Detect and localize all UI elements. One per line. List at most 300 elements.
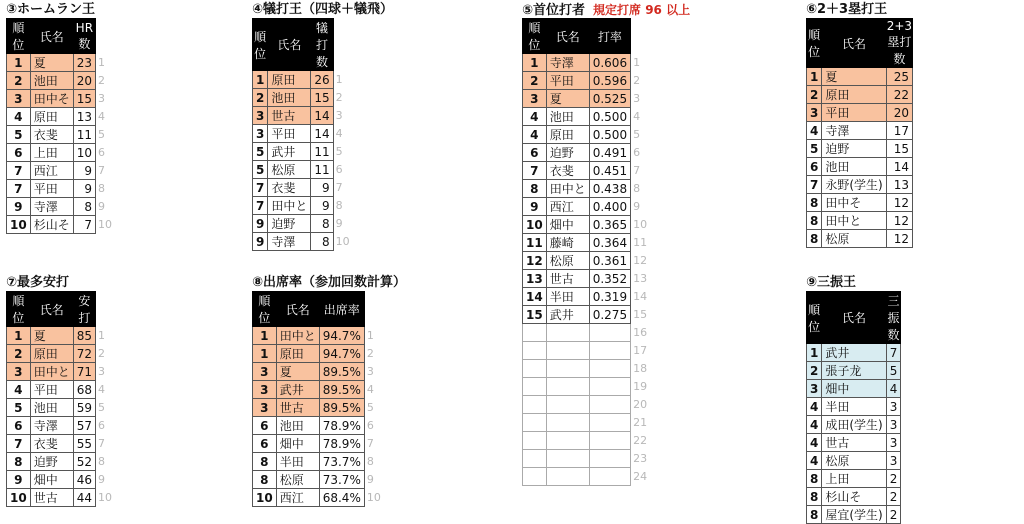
row-number: 1 bbox=[633, 56, 641, 69]
rank-cell: 3 bbox=[7, 363, 31, 381]
name-cell: 池田 bbox=[30, 72, 73, 90]
row-number: 18 bbox=[633, 362, 648, 375]
value-cell: 94.7% bbox=[319, 327, 364, 345]
row-number: 14 bbox=[633, 290, 648, 303]
value-cell: 25 bbox=[886, 68, 912, 86]
table-row bbox=[523, 252, 651, 270]
value-cell: 14 bbox=[311, 125, 333, 143]
table-row bbox=[807, 398, 901, 416]
table-row bbox=[7, 198, 116, 216]
row-number: 2 bbox=[633, 74, 641, 87]
value-cell: 20 bbox=[73, 72, 95, 90]
rank-cell: 8 bbox=[807, 212, 822, 230]
row-number: 10 bbox=[335, 235, 350, 248]
name-cell: 迫野 bbox=[30, 453, 73, 471]
value-cell: 11 bbox=[311, 143, 333, 161]
table-row bbox=[253, 417, 384, 435]
table-row bbox=[807, 158, 913, 176]
name-cell: 原田 bbox=[30, 345, 73, 363]
name-cell: 池田 bbox=[822, 158, 886, 176]
row-number: 9 bbox=[335, 217, 343, 230]
name-cell: 池田 bbox=[276, 417, 319, 435]
value-cell: 22 bbox=[886, 86, 912, 104]
row-index-spacer bbox=[333, 19, 353, 71]
name-cell: 寺澤 bbox=[30, 417, 73, 435]
rank-cell: 5 bbox=[807, 140, 822, 158]
table-row bbox=[253, 453, 384, 471]
header-row bbox=[253, 292, 384, 327]
value-cell: 14 bbox=[311, 107, 333, 125]
value-cell: 7 bbox=[886, 344, 901, 362]
rank-cell: 5 bbox=[7, 399, 31, 417]
value-cell: 73.7% bbox=[319, 471, 364, 489]
rank-cell: 10 bbox=[253, 489, 277, 507]
row-number: 17 bbox=[633, 344, 648, 357]
table-row bbox=[523, 54, 651, 72]
name-cell: 迫野 bbox=[822, 140, 886, 158]
value-cell: 59 bbox=[73, 399, 95, 417]
rank-header: 順位 bbox=[253, 19, 268, 71]
rank-cell: 2 bbox=[523, 72, 547, 90]
row-number: 7 bbox=[335, 181, 343, 194]
name-cell: 半田 bbox=[546, 288, 589, 306]
row-number: 6 bbox=[335, 163, 343, 176]
name-cell: 松原 bbox=[546, 252, 589, 270]
table-row bbox=[523, 198, 651, 216]
rank-cell: 5 bbox=[7, 126, 31, 144]
name-cell: 平田 bbox=[546, 72, 589, 90]
row-number: 24 bbox=[633, 470, 648, 483]
value-cell: 4 bbox=[886, 380, 901, 398]
value-cell: 13 bbox=[73, 108, 95, 126]
table-title bbox=[522, 2, 690, 18]
qualification-note: 規定打席 96 以上 bbox=[593, 3, 691, 17]
row-number: 7 bbox=[98, 437, 105, 450]
name-cell: 藤崎 bbox=[546, 234, 589, 252]
table-row bbox=[253, 215, 353, 233]
value-cell bbox=[589, 378, 630, 396]
table-row bbox=[807, 434, 901, 452]
rank-cell: 1 bbox=[807, 344, 822, 362]
name-cell: 夏 bbox=[30, 327, 73, 345]
row-number: 3 bbox=[633, 92, 641, 105]
row-number: 3 bbox=[366, 365, 374, 378]
rank-cell: 7 bbox=[253, 197, 268, 215]
row-number: 10 bbox=[98, 491, 112, 504]
table-row bbox=[523, 234, 651, 252]
value-cell: 9 bbox=[311, 179, 333, 197]
row-number: 13 bbox=[633, 272, 648, 285]
value-cell: 0.275 bbox=[589, 306, 630, 324]
table-row bbox=[523, 396, 651, 414]
value-header: 三振数 bbox=[886, 292, 901, 344]
value-cell: 0.352 bbox=[589, 270, 630, 288]
row-number: 10 bbox=[633, 218, 648, 231]
table-title-text: ③ホームラン王 bbox=[6, 2, 96, 17]
rank-cell: 8 bbox=[7, 453, 31, 471]
value-cell: 0.500 bbox=[589, 126, 630, 144]
name-cell: 世古 bbox=[30, 489, 73, 507]
table-row bbox=[253, 71, 353, 89]
row-index-spacer bbox=[96, 292, 116, 327]
rank-cell bbox=[523, 324, 547, 342]
value-cell: 0.596 bbox=[589, 72, 630, 90]
row-number: 1 bbox=[335, 73, 343, 86]
name-cell bbox=[546, 432, 589, 450]
value-cell: 85 bbox=[73, 327, 95, 345]
rank-cell: 4 bbox=[807, 452, 822, 470]
name-cell: 西江 bbox=[546, 198, 589, 216]
table-row bbox=[807, 344, 901, 362]
value-cell: 0.451 bbox=[589, 162, 630, 180]
name-cell: 夏 bbox=[276, 363, 319, 381]
name-cell: 武井 bbox=[822, 344, 886, 362]
name-cell bbox=[546, 450, 589, 468]
value-cell: 0.365 bbox=[589, 216, 630, 234]
table-row bbox=[523, 216, 651, 234]
table-row bbox=[523, 360, 651, 378]
rank-header: 順位 bbox=[807, 292, 822, 344]
name-cell bbox=[546, 342, 589, 360]
table-row bbox=[807, 194, 913, 212]
table-row bbox=[7, 327, 116, 345]
name-cell: 寺澤 bbox=[30, 198, 73, 216]
value-cell bbox=[589, 432, 630, 450]
table-row bbox=[7, 435, 116, 453]
table-row bbox=[523, 126, 651, 144]
table-row bbox=[253, 363, 384, 381]
table-row bbox=[523, 450, 651, 468]
name-cell: 寺澤 bbox=[268, 233, 311, 251]
header-row bbox=[807, 292, 901, 344]
name-cell: 原田 bbox=[268, 71, 311, 89]
rank-cell: 7 bbox=[523, 162, 547, 180]
name-header: 氏名 bbox=[30, 19, 73, 54]
row-index-spacer bbox=[364, 292, 384, 327]
rank-cell: 3 bbox=[807, 104, 822, 122]
row-number: 8 bbox=[335, 199, 343, 212]
table-row bbox=[523, 180, 651, 198]
name-cell: 畑中 bbox=[822, 380, 886, 398]
table-row bbox=[807, 362, 901, 380]
value-cell: 94.7% bbox=[319, 345, 364, 363]
name-cell: 張子龙 bbox=[822, 362, 886, 380]
row-number: 7 bbox=[366, 437, 374, 450]
table-row bbox=[253, 435, 384, 453]
row-number: 3 bbox=[98, 365, 105, 378]
name-cell: 原田 bbox=[276, 345, 319, 363]
row-number: 5 bbox=[98, 401, 105, 414]
table-title-text: ⑦最多安打 bbox=[6, 275, 70, 290]
rank-cell: 6 bbox=[7, 144, 31, 162]
row-number: 15 bbox=[633, 308, 648, 321]
rank-cell: 7 bbox=[7, 180, 31, 198]
name-cell: 平田 bbox=[30, 180, 73, 198]
value-cell: 68.4% bbox=[319, 489, 364, 507]
name-header: 氏名 bbox=[30, 292, 73, 327]
name-cell: 平田 bbox=[822, 104, 886, 122]
name-cell: 半田 bbox=[276, 453, 319, 471]
table-row bbox=[7, 126, 116, 144]
name-cell: 成田(学生) bbox=[822, 416, 886, 434]
row-index-spacer bbox=[96, 19, 116, 54]
rank-cell: 6 bbox=[807, 158, 822, 176]
table-row bbox=[807, 176, 913, 194]
rank-cell: 9 bbox=[7, 471, 31, 489]
table-row bbox=[253, 489, 384, 507]
table-row bbox=[523, 288, 651, 306]
table-title bbox=[806, 275, 856, 291]
rank-header: 順位 bbox=[253, 292, 277, 327]
row-number: 5 bbox=[633, 128, 641, 141]
table-row bbox=[807, 68, 913, 86]
rank-cell: 3 bbox=[523, 90, 547, 108]
rank-cell: 4 bbox=[807, 434, 822, 452]
table-row bbox=[523, 270, 651, 288]
row-number: 19 bbox=[633, 380, 648, 393]
value-cell: 2 bbox=[886, 488, 901, 506]
table-row bbox=[523, 378, 651, 396]
table-title bbox=[6, 275, 69, 291]
value-cell: 15 bbox=[73, 90, 95, 108]
rank-cell: 8 bbox=[807, 230, 822, 248]
value-cell: 78.9% bbox=[319, 435, 364, 453]
rank-cell: 1 bbox=[253, 345, 277, 363]
value-cell: 15 bbox=[886, 140, 912, 158]
table-row bbox=[523, 90, 651, 108]
name-cell: 松原 bbox=[276, 471, 319, 489]
rank-cell: 3 bbox=[253, 381, 277, 399]
table-row bbox=[7, 180, 116, 198]
name-cell: 松原 bbox=[822, 230, 886, 248]
value-cell: 12 bbox=[886, 212, 912, 230]
rank-cell: 2 bbox=[7, 345, 31, 363]
row-number: 4 bbox=[98, 110, 105, 123]
rank-cell: 1 bbox=[523, 54, 547, 72]
rank-cell: 5 bbox=[253, 161, 268, 179]
value-cell: 57 bbox=[73, 417, 95, 435]
rank-cell: 14 bbox=[523, 288, 547, 306]
value-cell: 0.525 bbox=[589, 90, 630, 108]
table-row bbox=[7, 381, 116, 399]
rank-cell: 8 bbox=[807, 488, 822, 506]
value-cell: 2 bbox=[886, 470, 901, 488]
name-cell: 田中と bbox=[268, 197, 311, 215]
rank-cell: 4 bbox=[807, 416, 822, 434]
name-header: 氏名 bbox=[822, 19, 886, 68]
header-row bbox=[807, 19, 913, 68]
name-cell bbox=[546, 396, 589, 414]
name-cell bbox=[546, 360, 589, 378]
value-cell: 0.606 bbox=[589, 54, 630, 72]
row-number: 6 bbox=[98, 146, 105, 159]
rank-cell: 2 bbox=[807, 86, 822, 104]
table-row bbox=[807, 416, 901, 434]
rank-cell: 11 bbox=[523, 234, 547, 252]
value-header: HR数 bbox=[73, 19, 95, 54]
rank-header: 順位 bbox=[807, 19, 822, 68]
row-number: 4 bbox=[633, 110, 641, 123]
value-cell bbox=[589, 450, 630, 468]
name-cell: 寺澤 bbox=[546, 54, 589, 72]
row-number: 10 bbox=[366, 491, 381, 504]
table-row bbox=[523, 72, 651, 90]
table-row bbox=[7, 471, 116, 489]
rank-cell: 1 bbox=[253, 71, 268, 89]
value-cell: 23 bbox=[73, 54, 95, 72]
row-number: 5 bbox=[366, 401, 374, 414]
value-cell: 89.5% bbox=[319, 381, 364, 399]
value-cell: 9 bbox=[73, 180, 95, 198]
value-header: 出席率 bbox=[319, 292, 364, 327]
value-cell bbox=[589, 360, 630, 378]
value-cell: 52 bbox=[73, 453, 95, 471]
value-cell: 13 bbox=[886, 176, 912, 194]
value-cell: 5 bbox=[886, 362, 901, 380]
row-number: 6 bbox=[633, 146, 641, 159]
row-number: 9 bbox=[98, 200, 105, 213]
value-cell: 0.319 bbox=[589, 288, 630, 306]
name-cell: 上田 bbox=[30, 144, 73, 162]
name-cell: 松原 bbox=[822, 452, 886, 470]
value-cell: 0.491 bbox=[589, 144, 630, 162]
table-row bbox=[7, 54, 116, 72]
rank-cell bbox=[523, 450, 547, 468]
row-number: 2 bbox=[98, 347, 105, 360]
row-number: 7 bbox=[98, 164, 105, 177]
value-cell bbox=[589, 342, 630, 360]
ranking-table bbox=[6, 291, 116, 507]
rank-cell: 6 bbox=[253, 435, 277, 453]
value-cell: 8 bbox=[311, 215, 333, 233]
table-row bbox=[253, 143, 353, 161]
name-cell: 平田 bbox=[268, 125, 311, 143]
row-number: 1 bbox=[98, 329, 105, 342]
value-cell: 3 bbox=[886, 434, 901, 452]
table-row bbox=[807, 506, 901, 524]
name-cell: 田中そ bbox=[822, 194, 886, 212]
table-row bbox=[253, 381, 384, 399]
value-cell: 89.5% bbox=[319, 399, 364, 417]
rank-cell: 13 bbox=[523, 270, 547, 288]
rank-cell: 3 bbox=[253, 399, 277, 417]
row-number: 8 bbox=[98, 455, 105, 468]
name-cell: 世古 bbox=[822, 434, 886, 452]
name-header: 氏名 bbox=[276, 292, 319, 327]
value-cell: 89.5% bbox=[319, 363, 364, 381]
name-cell: 田中と bbox=[822, 212, 886, 230]
value-cell bbox=[589, 414, 630, 432]
table-row bbox=[7, 453, 116, 471]
rank-cell: 8 bbox=[253, 453, 277, 471]
rank-cell: 4 bbox=[7, 108, 31, 126]
value-cell: 17 bbox=[886, 122, 912, 140]
rank-header: 順位 bbox=[7, 19, 31, 54]
name-cell: 田中と bbox=[546, 180, 589, 198]
name-cell: 永野(学生) bbox=[822, 176, 886, 194]
row-number: 4 bbox=[366, 383, 374, 396]
rank-cell: 3 bbox=[253, 107, 268, 125]
row-number: 1 bbox=[366, 329, 374, 342]
row-number: 9 bbox=[633, 200, 641, 213]
ranking-table bbox=[522, 18, 651, 486]
table-row bbox=[7, 417, 116, 435]
name-cell: 半田 bbox=[822, 398, 886, 416]
table-row bbox=[7, 144, 116, 162]
value-cell: 9 bbox=[311, 197, 333, 215]
name-cell: 松原 bbox=[268, 161, 311, 179]
value-cell: 26 bbox=[311, 71, 333, 89]
table-row bbox=[807, 230, 913, 248]
table-row bbox=[253, 161, 353, 179]
rank-cell bbox=[523, 468, 547, 486]
name-cell bbox=[546, 468, 589, 486]
row-number: 8 bbox=[98, 182, 105, 195]
value-cell: 0.438 bbox=[589, 180, 630, 198]
table-row bbox=[807, 104, 913, 122]
value-cell: 73.7% bbox=[319, 453, 364, 471]
value-cell: 0.500 bbox=[589, 108, 630, 126]
row-number: 4 bbox=[98, 383, 105, 396]
value-cell: 20 bbox=[886, 104, 912, 122]
table-row bbox=[807, 140, 913, 158]
rank-cell: 9 bbox=[253, 233, 268, 251]
rank-cell: 12 bbox=[523, 252, 547, 270]
rank-cell: 3 bbox=[253, 363, 277, 381]
name-cell: 衣斐 bbox=[30, 435, 73, 453]
name-cell: 世古 bbox=[276, 399, 319, 417]
name-cell: 畑中 bbox=[276, 435, 319, 453]
name-header: 氏名 bbox=[268, 19, 311, 71]
row-index-spacer bbox=[631, 19, 651, 54]
table-row bbox=[523, 324, 651, 342]
rank-cell: 1 bbox=[253, 327, 277, 345]
rank-cell bbox=[523, 342, 547, 360]
table-row bbox=[7, 108, 116, 126]
rank-cell: 6 bbox=[253, 417, 277, 435]
table-row bbox=[253, 471, 384, 489]
value-cell: 55 bbox=[73, 435, 95, 453]
value-cell: 72 bbox=[73, 345, 95, 363]
rank-cell: 6 bbox=[7, 417, 31, 435]
name-cell: 武井 bbox=[276, 381, 319, 399]
name-cell: 田中と bbox=[30, 363, 73, 381]
row-number: 23 bbox=[633, 452, 648, 465]
table-title bbox=[252, 275, 406, 291]
rank-cell: 5 bbox=[253, 143, 268, 161]
name-cell: 畑中 bbox=[546, 216, 589, 234]
table-row bbox=[253, 107, 353, 125]
name-cell: 衣斐 bbox=[268, 179, 311, 197]
name-cell bbox=[546, 324, 589, 342]
value-cell bbox=[589, 396, 630, 414]
value-cell: 15 bbox=[311, 89, 333, 107]
name-cell: 上田 bbox=[822, 470, 886, 488]
value-cell: 44 bbox=[73, 489, 95, 507]
table-row bbox=[807, 470, 901, 488]
value-header: 打率 bbox=[589, 19, 630, 54]
table-title bbox=[806, 2, 887, 18]
table-row bbox=[253, 197, 353, 215]
value-header: 犠打数 bbox=[311, 19, 333, 71]
rank-cell: 9 bbox=[7, 198, 31, 216]
name-cell: 世古 bbox=[546, 270, 589, 288]
name-cell: 迫野 bbox=[268, 215, 311, 233]
table-row bbox=[523, 108, 651, 126]
value-cell: 71 bbox=[73, 363, 95, 381]
row-number: 16 bbox=[633, 326, 648, 339]
table-title bbox=[6, 2, 95, 18]
